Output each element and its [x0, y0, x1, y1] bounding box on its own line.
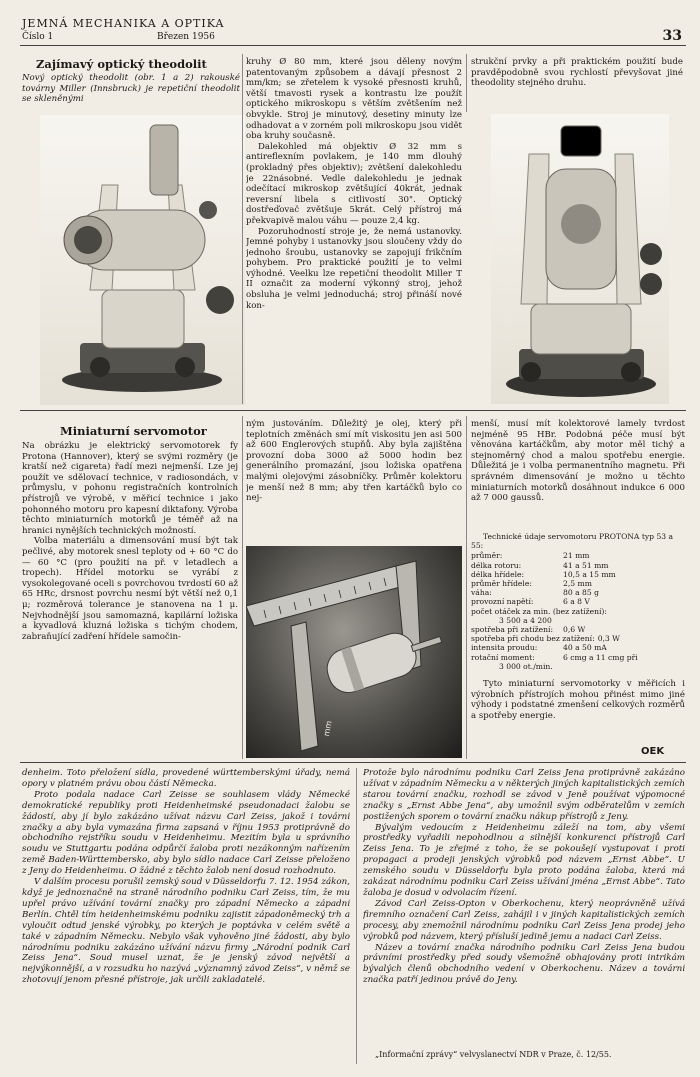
issue-date: Březen 1956 — [157, 32, 215, 42]
spec-row — [471, 561, 685, 570]
theodolite-col3: strukční prvky a při praktickém použití bude pravděpodobně svou rychlostí převyšovat jiné theodolity stejného druhu. — [471, 57, 683, 89]
spec-row — [471, 597, 685, 606]
journal-title: JEMNÁ MECHANIKA A OPTIKA — [22, 17, 225, 30]
spec-value: 0,6 W — [563, 625, 586, 635]
zeiss-left-column: denheim. Toto přeložení sídla, provedené württemberskými úřady, nemá opory v platném právu obou částí Německa. Proto podala nadace Carl Zeisse se souhlasem vlády Německé demokratické republiky proti Heidenheimské pseudonadaci žalobu se žádostí, aby jí bylo zakázáno užívat názvu Carl Zeiss, jakož i tovární značky a aby byla vymazána firma zapsaná v říjnu 1953 protiprávně do obchodního rejstříku soudu v Heidenheimu. Mezitím byla u správního soudu ve Stuttgartu podána odpůrčí žaloba proti nezákonným nařízením země Baden-Württembersko, aby bylo sídlo nadace Carl Zeisse přeloženo z Jeny do Heidenheimu. O žádné z těchto žalob není dosud rozhodnuto. V dalším procesu porušil zemský soud v Düsseldorfu 7. 12. 1954 zákon, když je jednoznačně na straně národního podniku Carl Zeiss, tím, že mu upřel právo užívání tovární značky pro západní Německo a západní Berlín. Chtěl tím heidenheimskému podniku zajistit západoněmecký trh a vyloučit odtud jenské výrobky, po kterých je poptávka v celém světě a také v západním Německu. Nebylo však vyhověno jiné žádosti, aby bylo národnímu podniku zakázáno užívání názvu firmy „Národní podnik Carl Zeiss Jena“. Soud musel uznat, že je jenský závod největší a nejvýkonnější, a v rozsudku ho nazývá „významný závod Zeiss“, v němž se zhotovují jenom přesné přístroje, jak určili zakladatelé. — [22, 768, 350, 986]
page-number: 33 — [662, 28, 682, 44]
spec-row — [471, 616, 685, 625]
spec-row — [471, 662, 685, 671]
theodolite-photo-1 — [40, 115, 245, 405]
spec-row — [471, 643, 685, 652]
spec-key: délka rotoru: — [471, 560, 522, 570]
spec-value: 6 a 8 V — [563, 597, 590, 607]
issue-number: Číslo 1 — [22, 32, 54, 42]
spec-row — [471, 551, 685, 560]
servo-specs — [471, 532, 685, 680]
specs-table — [471, 551, 685, 671]
header-rule — [20, 45, 686, 46]
servo-col1: Na obrázku je elektrický servomotorek fy Protona (Hannover), který se svými rozměry (je kratší než cigareta) řadí mezi nejmenší. Lze jej použít ve sdělovací technice, v radiosondách, v průmyslu, v pohonu registračních kontrolních přístrojů ve výrobě, v měřicí technice i jako pohonného motoru pro kapesní diktafony. Výroba těchto miniaturních motorků je téměř až na hranici nynějších technických možností. Volba materiálu a dimensování musí být tak pečlivé, aby motorek snesl teploty od + 60 °C do — 60 °C (pro použití na př. v letadlech a tropech). Hřídel motorku se vyrábí z vysokolegované oceli s povrchovou tvrdostí 60 až 65 HRc, drsnost povrchu nesmí být větší než 0,1 μ; rozměrová tolerance je stanovena na 1 μ. Nejvhodnější jsou samomazná, kapilární ložiska a kyvadlová kluzná ložiska s tichým chodem, zabraňující zadření hřídele samočin- — [22, 441, 238, 642]
column-rule — [242, 416, 243, 759]
spec-row — [471, 588, 685, 597]
spec-value: 3 500 a 4 200 — [499, 615, 552, 625]
spec-value: 80 a 85 g — [563, 588, 599, 598]
spec-value: 6 cmg a 11 cmg při — [563, 652, 638, 662]
servo-closing: Tyto miniaturní servomotorky v měřicích i výrobních přístrojích mohou přinést mimo jiné výhody i podstatné zmenšení celkových rozměrů a spotřeby energie. — [471, 679, 685, 721]
column-rule — [466, 54, 467, 112]
servomotor-photo — [246, 546, 462, 758]
spec-value: 10,5 a 15 mm — [563, 569, 616, 579]
servo-title: Miniaturní servomotor — [60, 424, 207, 438]
spec-key: rotační moment: — [471, 652, 535, 662]
theodolite-title: Zajímavý optický theodolit — [36, 57, 207, 71]
spec-row — [471, 634, 685, 643]
spec-value: 2,5 mm — [563, 579, 592, 589]
spec-key: spotřeba při chodu bez zatížení: — [471, 634, 595, 644]
spec-key: průměr: — [471, 551, 503, 561]
specs-title: Technické údaje servomotoru PROTONA typ 53 a 55: — [471, 532, 674, 551]
spec-key: intensita proudu: — [471, 643, 538, 653]
spec-key: počet otáček za min. (bez zatížení): — [471, 606, 607, 616]
spec-key: provozní napětí: — [471, 597, 534, 607]
source-citation: „Informační zprávy“ velvyslanectví NDR v Praze, č. 12/55. — [375, 1050, 612, 1059]
theodolite-col2: kruhy Ø 80 mm, které jsou děleny novým patentovaným způsobem a dávají přesnost 2 mm/km; se zřetelem k vysoké přesnosti kruhů, větší tmavosti rysek a kontrastu lze použít optického mikroskopu s větším zvětšením než obvykle. Stroj je minutový, desetiny minuty lze odhadovat a v zorném poli mikroskopu jsou vidět oba kruhy současně. Dalekohled má objektiv Ø 32 mm s antireflexním povlakem, je 140 mm dlouhý (prokladný přes objektiv); zvětšení dalekohledu je 22násobné. Vedle dalekohledu je jednak odečítací mikroskop zvětšující 40krát, jednak reversní libela s citlivostí 30". Optický dostřeďovač zvětšuje 5krát. Celý přístroj má překvapivě malou váhu — pouze 2,4 kg. Pozoruhodností stroje je, že nemá ustanovky. Jemné pohyby i ustanovky jsou sloučeny vždy do jednoho šroubu, ustanovky se zapojují frikčním pohybem. Pro praktické použití je to velmi výhodné. Veelku lze repetiční theodolit Miller T II označit za moderní výkonný stroj, jehož obsluha je velmi jednoduchá; stroj přináší nové kon- — [246, 57, 462, 311]
spec-key: spotřeba při zatížení: — [471, 625, 554, 635]
author-signature: OEK — [641, 746, 665, 757]
servomotor-illustration-icon — [246, 546, 462, 758]
spec-value: 0,3 W — [597, 634, 620, 644]
spec-value: 21 mm — [563, 551, 590, 561]
spec-value: 40 a 50 mA — [563, 643, 607, 653]
theodolite-intro: Nový optický theodolit (obr. 1 a 2) rakouské továrny Miller (Innsbruck) je repetiční theodolit se skleněnými — [22, 73, 240, 105]
spec-key: průměr hřídele: — [471, 579, 532, 589]
spec-key: délka hřídele: — [471, 569, 525, 579]
spec-value: 3 000 ot./min. — [499, 661, 553, 671]
section-rule — [20, 410, 686, 411]
spec-row — [471, 607, 685, 616]
spec-value: 41 a 51 mm — [563, 560, 609, 570]
zeiss-right-column: Protože bylo národnímu podniku Carl Zeiss Jena protiprávně zakázáno užívat v západním Německu a v některých jiných kapitalistických zemích starou tovární značku, rozhodl se závod v Jeně používat výpomocné značky s „Ernst Abbe Jena“, aby umožnil svým odběratelům v zemích postižených sporem o tovární značku nákup přístrojů z Jeny. Bývalým vedoucím z Heidenheimu záleží na tom, aby všemi prostředky vyřadili nepohodlnou a silnější konkurenci přístrojů Carl Zeiss Jena. To je zřejmé z toho, že se pokoušejí vystupovat i proti propagaci a prodeji jenských výrobků pod názvem „Ernst Abbe“. U zemského soudu v Düsseldorfu byla proto podána žaloba, která má zakázat národnímu podniku Carl Zeiss užívání jména „Ernst Abbe“. Tato žaloba je dosud v odvolacím řízení. Závod Carl Zeiss-Opton v Oberkochenu, který neoprávněně užívá firemního označení Carl Zeiss, zahájil i v jiných kapitalistických zemích procesy, aby znemožnil národnímu podniku Carl Zeiss Jena prodej jeho výrobků pod názvem, který přísluší jedině jemu a nadaci Carl Zeiss. Název a tovární značka národního podniku Carl Zeiss Jena budou právními prostředky před soudy všemožně obhajovány proti intrikám bývalých členů obchodního vedení v Oberkochenu. Název a tovární značka patří jedinou právě do Jeny. — [363, 768, 685, 986]
theodolite-illustration-1-icon — [40, 115, 245, 405]
servo-col2: ným justováním. Důležitý je olej, který při teplotních změnách smí mít viskositu jen asi 500 až 600 Englerových stupňů. Aby byla zajištěna provozní doba 3000 až 5000 hodin bez generálního promazání, jsou ložiska opatřena malými olejovými zásobníčky. Průměr kolektoru je menší než 8 mm; aby třen kartáčků bylo co nej- — [246, 419, 462, 504]
spec-row — [471, 653, 685, 662]
column-rule — [356, 768, 357, 1064]
column-rule — [242, 54, 243, 404]
theodolite-illustration-2-icon — [491, 114, 669, 404]
spec-row — [471, 570, 685, 579]
spec-key: váha: — [471, 588, 492, 598]
ruler-unit-label: mm — [322, 720, 334, 737]
servo-col3: menší, musí mít kolektorové lamely tvrdost nejméně 95 HBr. Podobná péče musí být věnována kartáčkům, aby motor měl tichý a stejnoměrný chod a malou spotřebu energie. Důležitá je i volba permanentního magnetu. Při správném dimensování je možno u těchto miniaturních motorků dosáhnout indukce 6 000 až 7 000 gaussů. — [471, 419, 685, 504]
column-rule — [466, 416, 467, 759]
theodolite-photo-2 — [491, 114, 669, 404]
spec-row — [471, 579, 685, 588]
section-rule — [20, 762, 686, 763]
spec-row — [471, 625, 685, 634]
